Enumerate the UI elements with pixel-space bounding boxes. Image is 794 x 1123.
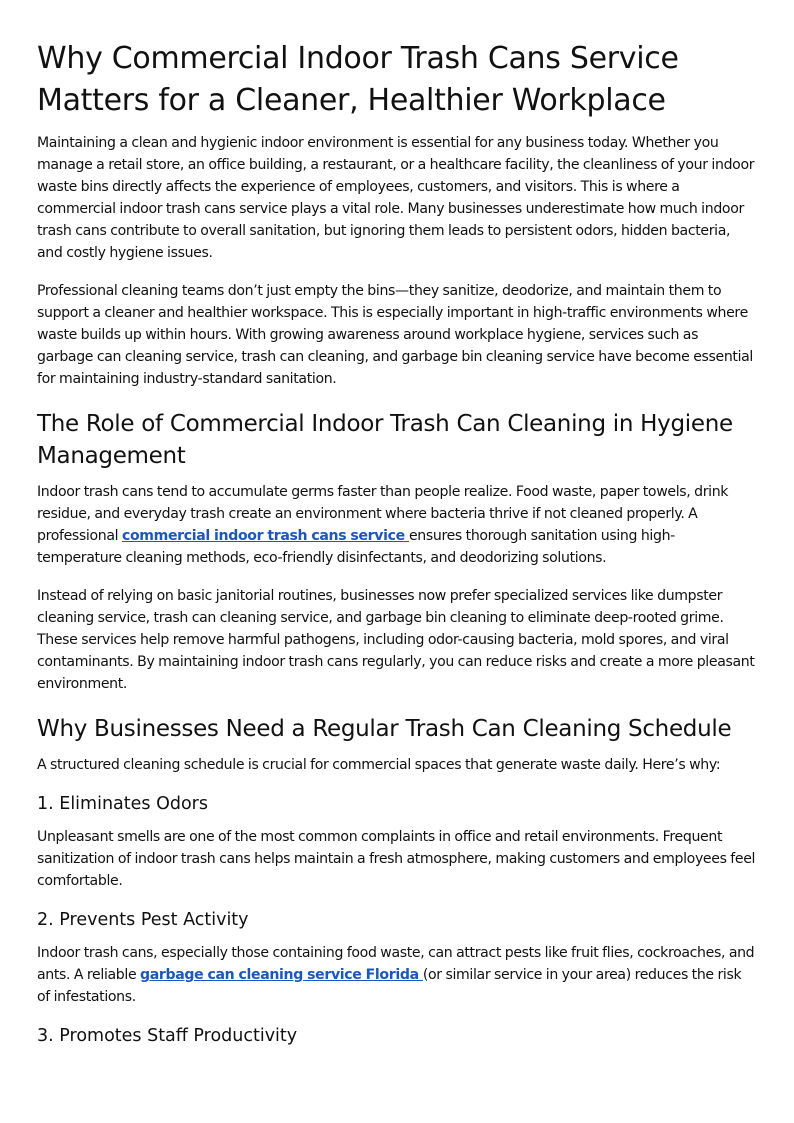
section-heading-cleaning-schedule: Why Businesses Need a Regular Trash Can Cleaning Schedule bbox=[37, 716, 732, 742]
item2-text-after: (or similar service in your area) reduces the risk of infestations. bbox=[37, 967, 742, 1005]
list-item-body-eliminates-odors: Unpleasant smells are one of the most common complaints in office and retail environments. Frequent sanitization of indoor trash cans helps maintain a fresh atmosphere, making customers and employees feel comfortable. bbox=[37, 829, 756, 889]
section1-p1-text-before: Indoor trash cans tend to accumulate germs faster than people realize. Food waste, paper towels, drink residue, and everyday trash create an environment where bacteria thrive if not cleaned properly. A professional bbox=[37, 484, 729, 544]
intro-paragraph-1: Maintaining a clean and hygienic indoor environment is essential for any business today. Whether you manage a retail store, an office building, a restaurant, or a healthcare facility, the cleanliness of your indoor waste bins directly affects the experience of employees, customers, and visitors. This is where a commercial indoor trash cans service plays a vital role. Many businesses underestimate how much indoor trash cans contribute to overall sanitation, but ignoring them leads to persistent odors, hidden bacteria, and costly hygiene issues. bbox=[37, 135, 755, 261]
list-item-heading-prevents-pests: 2. Prevents Pest Activity bbox=[37, 910, 249, 930]
section2-intro: A structured cleaning schedule is crucial for commercial spaces that generate waste daily. Here’s why: bbox=[37, 757, 721, 773]
section1-paragraph-1 bbox=[37, 481, 756, 569]
article-title: Why Commercial Indoor Trash Cans Service Matters for a Cleaner, Healthier Workplace bbox=[37, 41, 679, 118]
item2-text-before: Indoor trash cans, especially those containing food waste, can attract pests like fruit flies, cockroaches, and ants. A reliable bbox=[37, 945, 755, 983]
intro-paragraph-2: Professional cleaning teams don’t just empty the bins—they sanitize, deodorize, and maintain them to support a cleaner and healthier workspace. This is especially important in high-traffic environments where waste builds up within hours. With growing awareness around workplace hygiene, services such as garbage can cleaning service, trash can cleaning, and garbage bin cleaning service have become essential for maintaining industry-standard sanitation. bbox=[37, 283, 754, 387]
section-heading-role-of-cleaning: The Role of Commercial Indoor Trash Can Cleaning in Hygiene Management bbox=[37, 411, 733, 469]
commercial-indoor-trash-cans-service-link[interactable]: commercial indoor trash cans service bbox=[121, 528, 409, 544]
garbage-can-cleaning-service-florida-link[interactable]: garbage can cleaning service Florida bbox=[140, 967, 423, 983]
list-item-heading-staff-productivity: 3. Promotes Staff Productivity bbox=[37, 1026, 298, 1046]
section1-p1-text-after: ensures thorough sanitation using high-temperature cleaning methods, eco-friendly disinfectants, and deodorizing solutions. bbox=[37, 528, 675, 566]
section1-paragraph-2: Instead of relying on basic janitorial routines, businesses now prefer specialized services like dumpster cleaning service, trash can cleaning service, and garbage bin cleaning to eliminate deep-rooted grime. These services help remove harmful pathogens, including odor-causing bacteria, mold spores, and viral contaminants. By maintaining indoor trash cans regularly, you can reduce risks and create a more pleasant environment. bbox=[37, 588, 755, 692]
list-item-body-prevents-pests bbox=[37, 942, 756, 1008]
list-item-heading-eliminates-odors: 1. Eliminates Odors bbox=[37, 794, 208, 814]
